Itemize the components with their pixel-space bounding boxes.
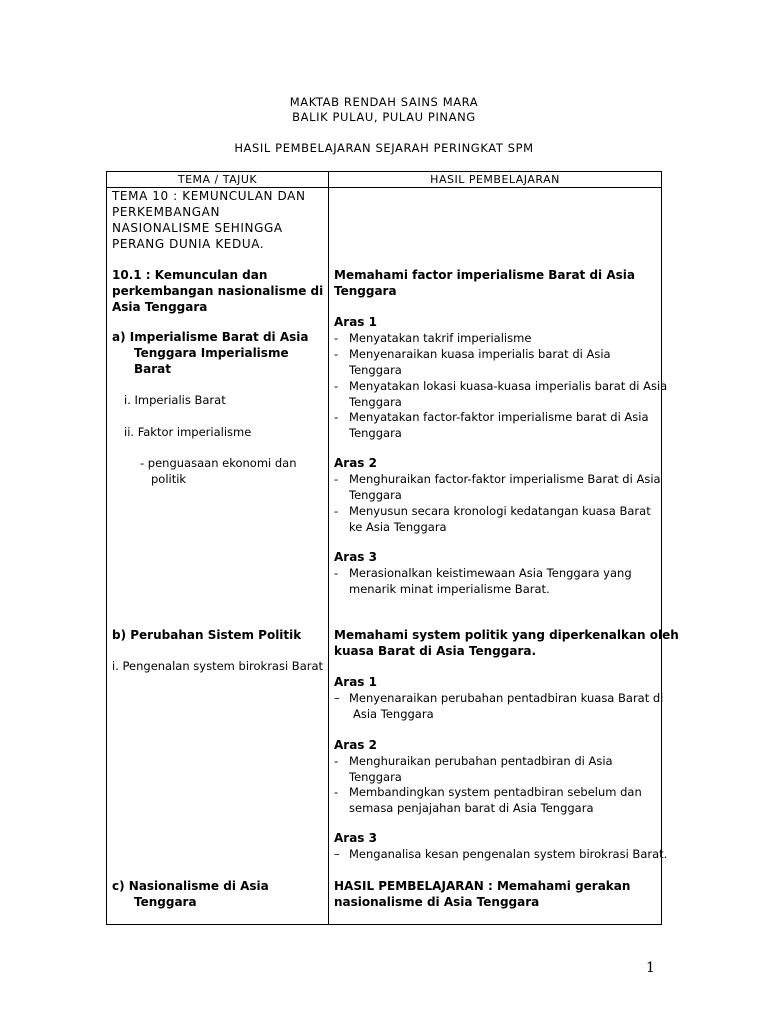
bullet-dash: - <box>334 331 339 345</box>
aras-item: Tenggara <box>349 770 402 784</box>
aras-label: Aras 2 <box>334 738 377 752</box>
bullet-dash: - <box>334 410 339 424</box>
aras-item: Tenggara <box>349 426 402 440</box>
section-a-item-i: i. Imperialis Barat <box>124 393 226 407</box>
bullet-dash: - <box>334 472 339 486</box>
aras-item: Merasionalkan keistimewaan Asia Tenggara yang <box>349 566 632 580</box>
tema-title-line: PERANG DUNIA KEDUA. <box>112 237 265 251</box>
bullet-dash: – <box>334 691 340 705</box>
section-a-outcome-heading: Tenggara <box>334 284 397 298</box>
section-a-item-ii: ii. Faktor imperialisme <box>124 425 252 439</box>
aras-label: Aras 2 <box>334 456 377 470</box>
aras-item: Menyusun secara kronologi kedatangan kuasa Barat <box>349 504 651 518</box>
column-header-tema: TEMA / TAJUK <box>177 173 258 186</box>
aras-item: semasa penjajahan barat di Asia Tenggara <box>349 801 594 815</box>
aras-item: Tenggara <box>349 363 402 377</box>
aras-item: Membandingkan system pentadbiran sebelum dan <box>349 785 642 799</box>
page-number: 1 <box>646 960 655 976</box>
section-a-outcome-heading: Memahami factor imperialisme Barat di Asia <box>334 268 635 282</box>
aras-label: Aras 3 <box>334 550 377 564</box>
bullet-dash: - <box>334 785 339 799</box>
tema-title-line: PERKEMBANGAN <box>112 205 221 219</box>
aras-item: ke Asia Tenggara <box>349 520 447 534</box>
school-name: MAKTAB RENDAH SAINS MARA <box>289 95 479 109</box>
column-header-hasil: HASIL PEMBELAJARAN <box>430 173 560 186</box>
section-b-title: b) Perubahan Sistem Politik <box>112 628 302 642</box>
aras-item: Menyenaraikan perubahan pentadbiran kuasa Barat di <box>349 691 664 705</box>
section-a-title: a) Imperialisme Barat di Asia <box>112 330 309 344</box>
bullet-dash: - <box>334 379 339 393</box>
bullet-dash: - <box>334 504 339 518</box>
bullet-dash: - <box>334 347 339 361</box>
section-a-title: Barat <box>134 362 171 376</box>
aras-item: menarik minat imperialisme Barat. <box>349 582 550 596</box>
section-a-title: Tenggara Imperialisme <box>134 346 289 360</box>
aras-item: Menyatakan takrif imperialisme <box>349 331 532 345</box>
bullet-dash: – <box>334 847 340 861</box>
aras-item: Menyatakan factor-faktor imperialisme barat di Asia <box>349 410 649 424</box>
bullet-dash: - <box>334 566 339 580</box>
aras-item: Tenggara <box>349 488 402 502</box>
topic-heading-line: 10.1 : Kemunculan dan <box>112 268 268 282</box>
aras-label: Aras 1 <box>334 675 377 689</box>
aras-item: Tenggara <box>349 395 402 409</box>
section-b-item-i: i. Pengenalan system birokrasi Barat <box>112 659 324 673</box>
aras-item: Menyenaraikan kuasa imperialis barat di Asia <box>349 347 611 361</box>
tema-title-line: NASIONALISME SEHINGGA <box>112 221 283 235</box>
aras-item: Menyatakan lokasi kuasa-kuasa imperialis barat di Asia <box>349 379 668 393</box>
aras-item: Asia Tenggara <box>353 707 434 721</box>
school-location: BALIK PULAU, PULAU PINANG <box>292 110 476 124</box>
aras-item: Menganalisa kesan pengenalan system birokrasi Barat. <box>349 847 668 861</box>
section-a-subitem: politik <box>151 472 187 486</box>
column-divider <box>328 172 329 924</box>
aras-label: Aras 1 <box>334 315 377 329</box>
topic-heading-line: perkembangan nasionalisme di <box>112 284 324 298</box>
bullet-dash: - <box>334 754 339 768</box>
tema-title-line: TEMA 10 : KEMUNCULAN DAN <box>112 189 306 203</box>
section-b-outcome-heading: kuasa Barat di Asia Tenggara. <box>334 644 537 658</box>
section-c-outcome-heading: nasionalisme di Asia Tenggara <box>334 895 540 909</box>
topic-heading-line: Asia Tenggara <box>112 300 208 314</box>
section-c-outcome-heading: HASIL PEMBELAJARAN : Memahami gerakan <box>334 879 631 893</box>
aras-item: Menghuraikan perubahan pentadbiran di Asia <box>349 754 613 768</box>
section-c-title: Tenggara <box>134 895 197 909</box>
section-c-title: c) Nasionalisme di Asia <box>112 879 269 893</box>
section-b-outcome-heading: Memahami system politik yang diperkenalkan oleh <box>334 628 679 642</box>
document-title: HASIL PEMBELAJARAN SEJARAH PERINGKAT SPM <box>234 141 534 155</box>
section-a-subitem: - penguasaan ekonomi dan <box>140 456 297 470</box>
aras-label: Aras 3 <box>334 831 377 845</box>
aras-item: Menghuraikan factor-faktor imperialisme Barat di Asia <box>349 472 661 486</box>
